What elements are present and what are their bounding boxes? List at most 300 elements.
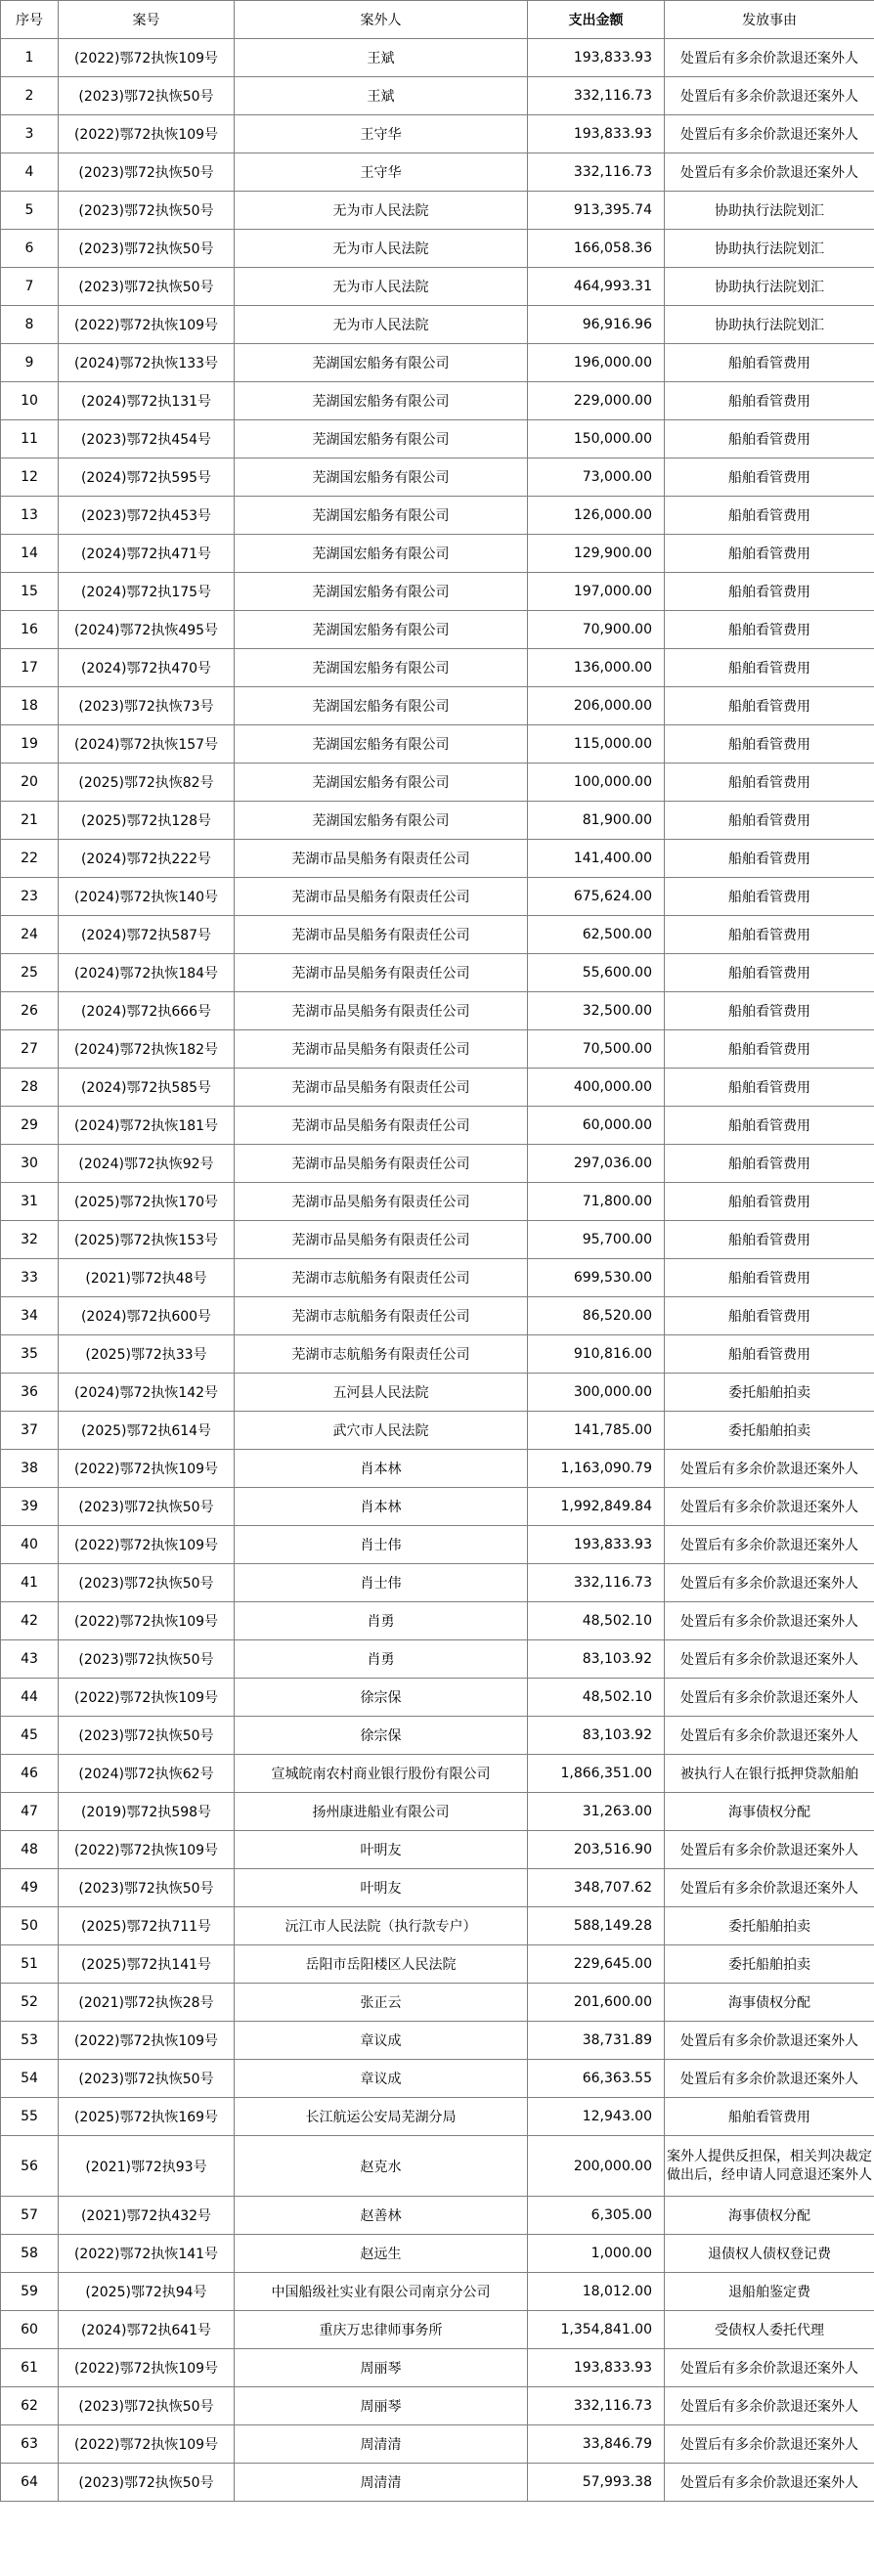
case-number-cell: (2022)鄂72执恢109号	[59, 39, 235, 77]
case-number-cell: (2024)鄂72执恢133号	[59, 344, 235, 382]
third-party-cell: 芜湖市品昊船务有限责任公司	[235, 1145, 528, 1183]
reason-cell: 船舶看管费用	[665, 1297, 874, 1335]
table-row	[1, 1030, 874, 1069]
reason-cell: 船舶看管费用	[665, 687, 874, 725]
row-index-cell: 40	[1, 1526, 59, 1564]
reason-cell: 处置后有多余价款退还案外人	[665, 1564, 874, 1602]
amount-cell: 55,600.00	[528, 954, 665, 992]
row-index-cell: 8	[1, 306, 59, 344]
third-party-cell: 赵远生	[235, 2235, 528, 2273]
third-party-cell: 周清清	[235, 2425, 528, 2464]
amount-cell: 129,900.00	[528, 535, 665, 573]
amount-cell: 229,000.00	[528, 382, 665, 420]
case-number-cell: (2024)鄂72执175号	[59, 573, 235, 611]
row-index-cell: 46	[1, 1755, 59, 1793]
case-number-cell: (2024)鄂72执恢92号	[59, 1145, 235, 1183]
amount-cell: 166,058.36	[528, 230, 665, 268]
case-number-cell: (2021)鄂72执432号	[59, 2197, 235, 2235]
reason-cell: 海事债权分配	[665, 2197, 874, 2235]
amount-cell: 229,645.00	[528, 1945, 665, 1984]
third-party-cell: 芜湖国宏船务有限公司	[235, 725, 528, 764]
third-party-cell: 周清清	[235, 2464, 528, 2502]
case-number-cell: (2024)鄂72执471号	[59, 535, 235, 573]
table-row	[1, 1335, 874, 1374]
third-party-cell: 肖士伟	[235, 1526, 528, 1564]
amount-cell: 193,833.93	[528, 1526, 665, 1564]
case-number-cell: (2024)鄂72执恢495号	[59, 611, 235, 649]
table-row	[1, 2387, 874, 2425]
case-number-cell: (2025)鄂72执614号	[59, 1412, 235, 1450]
amount-cell: 297,036.00	[528, 1145, 665, 1183]
amount-cell: 32,500.00	[528, 992, 665, 1030]
reason-cell: 船舶看管费用	[665, 1107, 874, 1145]
third-party-cell: 无为市人民法院	[235, 306, 528, 344]
third-party-cell: 芜湖国宏船务有限公司	[235, 649, 528, 687]
third-party-cell: 芜湖国宏船务有限公司	[235, 382, 528, 420]
col-header-case-number: 案号	[59, 1, 235, 39]
case-number-cell: (2023)鄂72执恢50号	[59, 230, 235, 268]
amount-cell: 1,163,090.79	[528, 1450, 665, 1488]
third-party-cell: 芜湖市品昊船务有限责任公司	[235, 1221, 528, 1259]
case-number-cell: (2023)鄂72执恢50号	[59, 2387, 235, 2425]
third-party-cell: 肖本林	[235, 1488, 528, 1526]
table-row	[1, 1564, 874, 1602]
reason-cell: 处置后有多余价款退还案外人	[665, 2425, 874, 2464]
case-number-cell: (2022)鄂72执恢109号	[59, 306, 235, 344]
row-index-cell: 3	[1, 115, 59, 153]
reason-cell: 处置后有多余价款退还案外人	[665, 2060, 874, 2098]
third-party-cell: 肖勇	[235, 1602, 528, 1640]
reason-cell: 处置后有多余价款退还案外人	[665, 115, 874, 153]
case-number-cell: (2025)鄂72执94号	[59, 2273, 235, 2311]
third-party-cell: 中国船级社实业有限公司南京分公司	[235, 2273, 528, 2311]
row-index-cell: 49	[1, 1869, 59, 1907]
amount-cell: 70,900.00	[528, 611, 665, 649]
case-number-cell: (2024)鄂72执666号	[59, 992, 235, 1030]
third-party-cell: 王斌	[235, 39, 528, 77]
table-row	[1, 2235, 874, 2273]
reason-cell: 处置后有多余价款退还案外人	[665, 2387, 874, 2425]
amount-cell: 83,103.92	[528, 1717, 665, 1755]
row-index-cell: 14	[1, 535, 59, 573]
amount-cell: 193,833.93	[528, 115, 665, 153]
reason-cell: 处置后有多余价款退还案外人	[665, 1488, 874, 1526]
case-number-cell: (2022)鄂72执恢109号	[59, 1450, 235, 1488]
row-index-cell: 64	[1, 2464, 59, 2502]
case-number-cell: (2022)鄂72执恢109号	[59, 2349, 235, 2387]
row-index-cell: 26	[1, 992, 59, 1030]
table-row	[1, 2022, 874, 2060]
reason-cell: 海事债权分配	[665, 1984, 874, 2022]
case-number-cell: (2021)鄂72执48号	[59, 1259, 235, 1297]
row-index-cell: 21	[1, 802, 59, 840]
reason-cell: 案外人提供反担保，相关判决裁定做出后，经申请人同意退还案外人	[665, 2136, 874, 2197]
case-number-cell: (2023)鄂72执恢73号	[59, 687, 235, 725]
table-row	[1, 1602, 874, 1640]
table-row	[1, 2098, 874, 2136]
table-row	[1, 840, 874, 878]
amount-cell: 193,833.93	[528, 2349, 665, 2387]
reason-cell: 船舶看管费用	[665, 2098, 874, 2136]
table-row	[1, 2311, 874, 2349]
third-party-cell: 王守华	[235, 153, 528, 192]
reason-cell: 船舶看管费用	[665, 382, 874, 420]
case-number-cell: (2022)鄂72执恢109号	[59, 1831, 235, 1869]
reason-cell: 委托船舶拍卖	[665, 1412, 874, 1450]
case-number-cell: (2023)鄂72执恢50号	[59, 2060, 235, 2098]
amount-cell: 38,731.89	[528, 2022, 665, 2060]
row-index-cell: 63	[1, 2425, 59, 2464]
row-index-cell: 17	[1, 649, 59, 687]
amount-cell: 83,103.92	[528, 1640, 665, 1679]
table-row	[1, 192, 874, 230]
reason-cell: 处置后有多余价款退还案外人	[665, 2464, 874, 2502]
row-index-cell: 9	[1, 344, 59, 382]
case-number-cell: (2024)鄂72执587号	[59, 916, 235, 954]
amount-cell: 206,000.00	[528, 687, 665, 725]
amount-cell: 332,116.73	[528, 2387, 665, 2425]
table-row	[1, 649, 874, 687]
amount-cell: 95,700.00	[528, 1221, 665, 1259]
third-party-cell: 章议成	[235, 2022, 528, 2060]
case-number-cell: (2022)鄂72执恢141号	[59, 2235, 235, 2273]
row-index-cell: 18	[1, 687, 59, 725]
amount-cell: 193,833.93	[528, 39, 665, 77]
amount-cell: 141,785.00	[528, 1412, 665, 1450]
header-row	[1, 1, 874, 39]
third-party-cell: 扬州康进船业有限公司	[235, 1793, 528, 1831]
table-row	[1, 2464, 874, 2502]
case-number-cell: (2024)鄂72执恢157号	[59, 725, 235, 764]
third-party-cell: 无为市人民法院	[235, 192, 528, 230]
third-party-cell: 芜湖市品昊船务有限责任公司	[235, 1107, 528, 1145]
third-party-cell: 重庆万忠律师事务所	[235, 2311, 528, 2349]
case-number-cell: (2024)鄂72执222号	[59, 840, 235, 878]
row-index-cell: 41	[1, 1564, 59, 1602]
case-number-cell: (2025)鄂72执711号	[59, 1907, 235, 1945]
case-number-cell: (2023)鄂72执恢50号	[59, 192, 235, 230]
case-number-cell: (2023)鄂72执恢50号	[59, 1564, 235, 1602]
reason-cell: 船舶看管费用	[665, 992, 874, 1030]
reason-cell: 海事债权分配	[665, 1793, 874, 1831]
row-index-cell: 43	[1, 1640, 59, 1679]
reason-cell: 协助执行法院划汇	[665, 192, 874, 230]
table-row	[1, 344, 874, 382]
table-row	[1, 382, 874, 420]
table-row	[1, 1297, 874, 1335]
reason-cell: 船舶看管费用	[665, 535, 874, 573]
case-number-cell: (2021)鄂72执93号	[59, 2136, 235, 2197]
amount-cell: 400,000.00	[528, 1069, 665, 1107]
amount-cell: 300,000.00	[528, 1374, 665, 1412]
third-party-cell: 芜湖市品昊船务有限责任公司	[235, 954, 528, 992]
table-header	[1, 1, 874, 39]
case-number-cell: (2022)鄂72执恢109号	[59, 1526, 235, 1564]
third-party-cell: 芜湖国宏船务有限公司	[235, 497, 528, 535]
reason-cell: 船舶看管费用	[665, 1221, 874, 1259]
third-party-cell: 徐宗保	[235, 1679, 528, 1717]
reason-cell: 船舶看管费用	[665, 840, 874, 878]
amount-cell: 588,149.28	[528, 1907, 665, 1945]
row-index-cell: 10	[1, 382, 59, 420]
third-party-cell: 徐宗保	[235, 1717, 528, 1755]
row-index-cell: 15	[1, 573, 59, 611]
table-row	[1, 992, 874, 1030]
third-party-cell: 芜湖国宏船务有限公司	[235, 420, 528, 458]
row-index-cell: 30	[1, 1145, 59, 1183]
third-party-cell: 芜湖市品昊船务有限责任公司	[235, 916, 528, 954]
case-number-cell: (2024)鄂72执恢140号	[59, 878, 235, 916]
amount-cell: 115,000.00	[528, 725, 665, 764]
third-party-cell: 无为市人民法院	[235, 230, 528, 268]
amount-cell: 86,520.00	[528, 1297, 665, 1335]
case-number-cell: (2024)鄂72执恢184号	[59, 954, 235, 992]
table-row	[1, 1412, 874, 1450]
amount-cell: 126,000.00	[528, 497, 665, 535]
third-party-cell: 周丽琴	[235, 2349, 528, 2387]
third-party-cell: 芜湖国宏船务有限公司	[235, 535, 528, 573]
amount-cell: 699,530.00	[528, 1259, 665, 1297]
third-party-cell: 章议成	[235, 2060, 528, 2098]
row-index-cell: 42	[1, 1602, 59, 1640]
reason-cell: 处置后有多余价款退还案外人	[665, 1679, 874, 1717]
table-row	[1, 1259, 874, 1297]
table-row	[1, 1945, 874, 1984]
reason-cell: 退船舶鉴定费	[665, 2273, 874, 2311]
case-number-cell: (2023)鄂72执恢50号	[59, 1640, 235, 1679]
row-index-cell: 4	[1, 153, 59, 192]
row-index-cell: 36	[1, 1374, 59, 1412]
table-row	[1, 153, 874, 192]
table-row	[1, 1755, 874, 1793]
table-row	[1, 306, 874, 344]
case-number-cell: (2024)鄂72执600号	[59, 1297, 235, 1335]
third-party-cell: 岳阳市岳阳楼区人民法院	[235, 1945, 528, 1984]
col-header-reason: 发放事由	[665, 1, 874, 39]
row-index-cell: 54	[1, 2060, 59, 2098]
case-number-cell: (2024)鄂72执恢62号	[59, 1755, 235, 1793]
table-row	[1, 573, 874, 611]
amount-cell: 675,624.00	[528, 878, 665, 916]
case-number-cell: (2023)鄂72执恢50号	[59, 1717, 235, 1755]
table-row	[1, 1107, 874, 1145]
third-party-cell: 张正云	[235, 1984, 528, 2022]
amount-cell: 48,502.10	[528, 1679, 665, 1717]
amount-cell: 332,116.73	[528, 77, 665, 115]
table-row	[1, 1717, 874, 1755]
case-number-cell: (2024)鄂72执585号	[59, 1069, 235, 1107]
amount-cell: 48,502.10	[528, 1602, 665, 1640]
case-number-cell: (2024)鄂72执恢181号	[59, 1107, 235, 1145]
amount-cell: 100,000.00	[528, 764, 665, 802]
third-party-cell: 长江航运公安局芜湖分局	[235, 2098, 528, 2136]
third-party-cell: 芜湖国宏船务有限公司	[235, 344, 528, 382]
case-number-cell: (2023)鄂72执恢50号	[59, 77, 235, 115]
row-index-cell: 48	[1, 1831, 59, 1869]
third-party-cell: 芜湖市品昊船务有限责任公司	[235, 840, 528, 878]
row-index-cell: 35	[1, 1335, 59, 1374]
reason-cell: 船舶看管费用	[665, 802, 874, 840]
amount-cell: 1,866,351.00	[528, 1755, 665, 1793]
reason-cell: 受债权人委托代理	[665, 2311, 874, 2349]
third-party-cell: 芜湖市品昊船务有限责任公司	[235, 992, 528, 1030]
third-party-cell: 芜湖市志航船务有限责任公司	[235, 1259, 528, 1297]
col-header-index: 序号	[1, 1, 59, 39]
third-party-cell: 芜湖国宏船务有限公司	[235, 687, 528, 725]
row-index-cell: 37	[1, 1412, 59, 1450]
third-party-cell: 芜湖国宏船务有限公司	[235, 458, 528, 497]
table-row	[1, 1869, 874, 1907]
amount-cell: 12,943.00	[528, 2098, 665, 2136]
case-number-cell: (2024)鄂72执恢142号	[59, 1374, 235, 1412]
third-party-cell: 五河县人民法院	[235, 1374, 528, 1412]
case-number-cell: (2023)鄂72执恢50号	[59, 268, 235, 306]
col-header-third-party: 案外人	[235, 1, 528, 39]
row-index-cell: 27	[1, 1030, 59, 1069]
table-row	[1, 1183, 874, 1221]
amount-cell: 203,516.90	[528, 1831, 665, 1869]
amount-cell: 201,600.00	[528, 1984, 665, 2022]
amount-cell: 197,000.00	[528, 573, 665, 611]
reason-cell: 船舶看管费用	[665, 573, 874, 611]
case-number-cell: (2022)鄂72执恢109号	[59, 2022, 235, 2060]
row-index-cell: 31	[1, 1183, 59, 1221]
row-index-cell: 57	[1, 2197, 59, 2235]
third-party-cell: 芜湖国宏船务有限公司	[235, 764, 528, 802]
amount-cell: 71,800.00	[528, 1183, 665, 1221]
reason-cell: 处置后有多余价款退还案外人	[665, 77, 874, 115]
table-row	[1, 2425, 874, 2464]
reason-cell: 退债权人债权登记费	[665, 2235, 874, 2273]
table-row	[1, 2273, 874, 2311]
table-row	[1, 916, 874, 954]
third-party-cell: 肖士伟	[235, 1564, 528, 1602]
table-row	[1, 2060, 874, 2098]
third-party-cell: 赵善林	[235, 2197, 528, 2235]
case-number-cell: (2023)鄂72执恢50号	[59, 1488, 235, 1526]
third-party-cell: 王斌	[235, 77, 528, 115]
reason-cell: 委托船舶拍卖	[665, 1945, 874, 1984]
case-number-cell: (2022)鄂72执恢109号	[59, 1679, 235, 1717]
third-party-cell: 叶明友	[235, 1831, 528, 1869]
amount-cell: 96,916.96	[528, 306, 665, 344]
table-row	[1, 611, 874, 649]
row-index-cell: 51	[1, 1945, 59, 1984]
third-party-cell: 芜湖国宏船务有限公司	[235, 573, 528, 611]
reason-cell: 船舶看管费用	[665, 458, 874, 497]
reason-cell: 委托船舶拍卖	[665, 1907, 874, 1945]
reason-cell: 处置后有多余价款退还案外人	[665, 1717, 874, 1755]
reason-cell: 处置后有多余价款退还案外人	[665, 1640, 874, 1679]
table-row	[1, 2136, 874, 2197]
row-index-cell: 11	[1, 420, 59, 458]
row-index-cell: 6	[1, 230, 59, 268]
reason-cell: 船舶看管费用	[665, 764, 874, 802]
case-number-cell: (2024)鄂72执595号	[59, 458, 235, 497]
reason-cell: 船舶看管费用	[665, 916, 874, 954]
third-party-cell: 叶明友	[235, 1869, 528, 1907]
table-row	[1, 687, 874, 725]
third-party-cell: 芜湖市品昊船务有限责任公司	[235, 1030, 528, 1069]
case-number-cell: (2024)鄂72执131号	[59, 382, 235, 420]
table-row	[1, 1221, 874, 1259]
row-index-cell: 50	[1, 1907, 59, 1945]
case-number-cell: (2025)鄂72执恢82号	[59, 764, 235, 802]
table-row	[1, 802, 874, 840]
table-row	[1, 1640, 874, 1679]
row-index-cell: 59	[1, 2273, 59, 2311]
row-index-cell: 24	[1, 916, 59, 954]
third-party-cell: 周丽琴	[235, 2387, 528, 2425]
amount-cell: 18,012.00	[528, 2273, 665, 2311]
amount-cell: 332,116.73	[528, 1564, 665, 1602]
amount-cell: 141,400.00	[528, 840, 665, 878]
row-index-cell: 38	[1, 1450, 59, 1488]
row-index-cell: 7	[1, 268, 59, 306]
amount-cell: 33,846.79	[528, 2425, 665, 2464]
third-party-cell: 芜湖国宏船务有限公司	[235, 611, 528, 649]
reason-cell: 协助执行法院划汇	[665, 306, 874, 344]
case-number-cell: (2023)鄂72执恢50号	[59, 1869, 235, 1907]
table-row	[1, 1069, 874, 1107]
third-party-cell: 王守华	[235, 115, 528, 153]
row-index-cell: 32	[1, 1221, 59, 1259]
row-index-cell: 55	[1, 2098, 59, 2136]
row-index-cell: 44	[1, 1679, 59, 1717]
case-number-cell: (2023)鄂72执恢50号	[59, 2464, 235, 2502]
row-index-cell: 29	[1, 1107, 59, 1145]
table-row	[1, 1679, 874, 1717]
reason-cell: 船舶看管费用	[665, 420, 874, 458]
case-number-cell: (2023)鄂72执454号	[59, 420, 235, 458]
table-row	[1, 1488, 874, 1526]
amount-cell: 1,992,849.84	[528, 1488, 665, 1526]
row-index-cell: 62	[1, 2387, 59, 2425]
table-row	[1, 1145, 874, 1183]
row-index-cell: 20	[1, 764, 59, 802]
table-row	[1, 115, 874, 153]
case-number-cell: (2019)鄂72执598号	[59, 1793, 235, 1831]
row-index-cell: 45	[1, 1717, 59, 1755]
table-row	[1, 39, 874, 77]
reason-cell: 委托船舶拍卖	[665, 1374, 874, 1412]
reason-cell: 处置后有多余价款退还案外人	[665, 1602, 874, 1640]
amount-cell: 332,116.73	[528, 153, 665, 192]
table-row	[1, 420, 874, 458]
reason-cell: 处置后有多余价款退还案外人	[665, 153, 874, 192]
amount-cell: 910,816.00	[528, 1335, 665, 1374]
third-party-cell: 宣城皖南农村商业银行股份有限公司	[235, 1755, 528, 1793]
amount-cell: 464,993.31	[528, 268, 665, 306]
table-row	[1, 1450, 874, 1488]
amount-cell: 66,363.55	[528, 2060, 665, 2098]
reason-cell: 处置后有多余价款退还案外人	[665, 1526, 874, 1564]
third-party-cell: 芜湖市志航船务有限责任公司	[235, 1297, 528, 1335]
reason-cell: 被执行人在银行抵押贷款船舶	[665, 1755, 874, 1793]
reason-cell: 处置后有多余价款退还案外人	[665, 1869, 874, 1907]
table-row	[1, 1526, 874, 1564]
table-row	[1, 1984, 874, 2022]
row-index-cell: 60	[1, 2311, 59, 2349]
table-row	[1, 230, 874, 268]
third-party-cell: 芜湖市志航船务有限责任公司	[235, 1335, 528, 1374]
amount-cell: 1,000.00	[528, 2235, 665, 2273]
amount-cell: 200,000.00	[528, 2136, 665, 2197]
table-row	[1, 497, 874, 535]
reason-cell: 协助执行法院划汇	[665, 268, 874, 306]
row-index-cell: 5	[1, 192, 59, 230]
case-number-cell: (2023)鄂72执453号	[59, 497, 235, 535]
